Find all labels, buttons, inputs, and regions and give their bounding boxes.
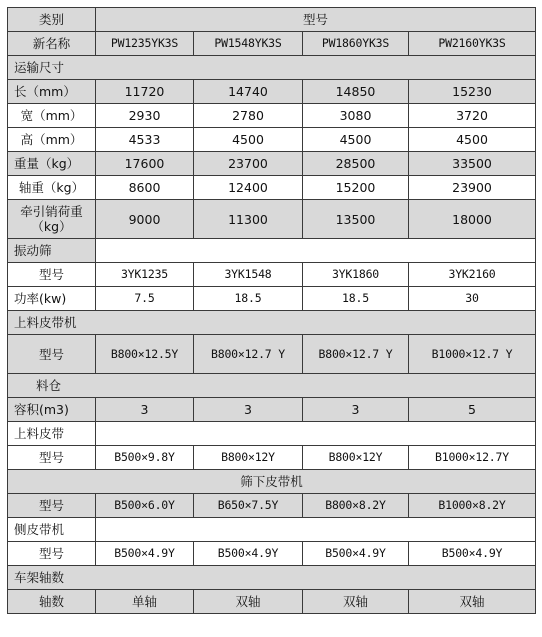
cell: 15200 xyxy=(303,176,409,200)
cell: B650×7.5Y xyxy=(194,494,303,518)
row-length xyxy=(8,80,536,104)
row-label: 容积(m3) xyxy=(8,398,96,422)
section-label: 运输尺寸 xyxy=(8,56,536,80)
section-axle xyxy=(8,566,536,590)
section-hopper xyxy=(8,374,536,398)
cell: 18.5 xyxy=(303,287,409,311)
cell: PW1235YK3S xyxy=(96,32,194,56)
cell: 双轴 xyxy=(194,590,303,614)
row-label: 型号 xyxy=(8,542,96,566)
cell: 13500 xyxy=(303,200,409,239)
cell: 3 xyxy=(303,398,409,422)
cell: 17600 xyxy=(96,152,194,176)
section-label: 料仓 xyxy=(8,374,536,398)
row-label: 新名称 xyxy=(8,32,96,56)
cell: B500×9.8Y xyxy=(96,446,194,470)
header-model: 型号 xyxy=(96,8,536,32)
row-new-name xyxy=(8,32,536,56)
cell: 14850 xyxy=(303,80,409,104)
header-category: 类别 xyxy=(8,8,96,32)
row-feed-belt-model xyxy=(8,446,536,470)
cell: 5 xyxy=(409,398,536,422)
row-label: 型号 xyxy=(8,494,96,518)
cell: 23900 xyxy=(409,176,536,200)
cell: B800×12.5Y xyxy=(96,335,194,374)
cell: 33500 xyxy=(409,152,536,176)
row-label: 宽（mm） xyxy=(8,104,96,128)
cell: B800×12.7 Y xyxy=(303,335,409,374)
row-axle-weight xyxy=(8,176,536,200)
section-transport xyxy=(8,56,536,80)
row-kingpin-weight xyxy=(8,200,536,239)
row-label: 型号 xyxy=(8,263,96,287)
cell: 9000 xyxy=(96,200,194,239)
section-label: 车架轴数 xyxy=(8,566,536,590)
cell: B800×12.7 Y xyxy=(194,335,303,374)
section-label: 上料皮带 xyxy=(8,422,96,446)
cell: 14740 xyxy=(194,80,303,104)
row-width xyxy=(8,104,536,128)
cell: B500×4.9Y xyxy=(194,542,303,566)
cell: B500×4.9Y xyxy=(303,542,409,566)
row-label: 型号 xyxy=(8,335,96,374)
cell: 单轴 xyxy=(96,590,194,614)
cell: B1000×12.7Y xyxy=(409,446,536,470)
cell: B500×4.9Y xyxy=(96,542,194,566)
cell: 15230 xyxy=(409,80,536,104)
cell: B800×8.2Y xyxy=(303,494,409,518)
cell: 4500 xyxy=(303,128,409,152)
cell: B500×6.0Y xyxy=(96,494,194,518)
row-label: 型号 xyxy=(8,446,96,470)
row-axle-count xyxy=(8,590,536,614)
section-feed-belt xyxy=(8,422,536,446)
row-label: 轴数 xyxy=(8,590,96,614)
cell: 30 xyxy=(409,287,536,311)
cell: 11720 xyxy=(96,80,194,104)
cell: 2780 xyxy=(194,104,303,128)
row-label: 高（mm） xyxy=(8,128,96,152)
row-side-belt-model xyxy=(8,542,536,566)
cell: PW2160YK3S xyxy=(409,32,536,56)
cell: PW1548YK3S xyxy=(194,32,303,56)
row-label: 轴重（kg） xyxy=(8,176,96,200)
section-label: 筛下皮带机 xyxy=(8,470,536,494)
cell: 11300 xyxy=(194,200,303,239)
section-empty xyxy=(96,239,536,263)
section-label: 振动筛 xyxy=(8,239,96,263)
section-empty xyxy=(96,518,536,542)
cell: 23700 xyxy=(194,152,303,176)
row-under-screen-model xyxy=(8,494,536,518)
section-label: 侧皮带机 xyxy=(8,518,96,542)
section-feed-conveyor xyxy=(8,311,536,335)
cell: 3YK1548 xyxy=(194,263,303,287)
cell: 3720 xyxy=(409,104,536,128)
cell: 4500 xyxy=(194,128,303,152)
cell: 3 xyxy=(96,398,194,422)
cell: 3 xyxy=(194,398,303,422)
cell: 18000 xyxy=(409,200,536,239)
row-power xyxy=(8,287,536,311)
row-label: 重量（kg） xyxy=(8,152,96,176)
cell: 8600 xyxy=(96,176,194,200)
cell: 7.5 xyxy=(96,287,194,311)
section-side-belt xyxy=(8,518,536,542)
spec-table xyxy=(7,7,536,614)
cell: B800×12Y xyxy=(303,446,409,470)
cell: 2930 xyxy=(96,104,194,128)
row-label: 牵引销荷重（kg） xyxy=(8,200,96,239)
cell: 3YK1235 xyxy=(96,263,194,287)
section-under-screen xyxy=(8,470,536,494)
cell: 3080 xyxy=(303,104,409,128)
row-height xyxy=(8,128,536,152)
section-empty xyxy=(96,422,536,446)
cell: 12400 xyxy=(194,176,303,200)
header-row xyxy=(8,8,536,32)
cell: B500×4.9Y xyxy=(409,542,536,566)
row-label: 长（mm） xyxy=(8,80,96,104)
row-volume xyxy=(8,398,536,422)
cell: 双轴 xyxy=(409,590,536,614)
section-screen xyxy=(8,239,536,263)
row-screen-model xyxy=(8,263,536,287)
section-label: 上料皮带机 xyxy=(8,311,536,335)
cell: 4533 xyxy=(96,128,194,152)
cell: PW1860YK3S xyxy=(303,32,409,56)
cell: 28500 xyxy=(303,152,409,176)
cell: 18.5 xyxy=(194,287,303,311)
cell: B800×12Y xyxy=(194,446,303,470)
cell: 4500 xyxy=(409,128,536,152)
cell: 3YK2160 xyxy=(409,263,536,287)
cell: 双轴 xyxy=(303,590,409,614)
row-label: 功率(kw) xyxy=(8,287,96,311)
row-weight xyxy=(8,152,536,176)
row-feed-conveyor-model xyxy=(8,335,536,374)
cell: B1000×12.7 Y xyxy=(409,335,536,374)
cell: 3YK1860 xyxy=(303,263,409,287)
cell: B1000×8.2Y xyxy=(409,494,536,518)
